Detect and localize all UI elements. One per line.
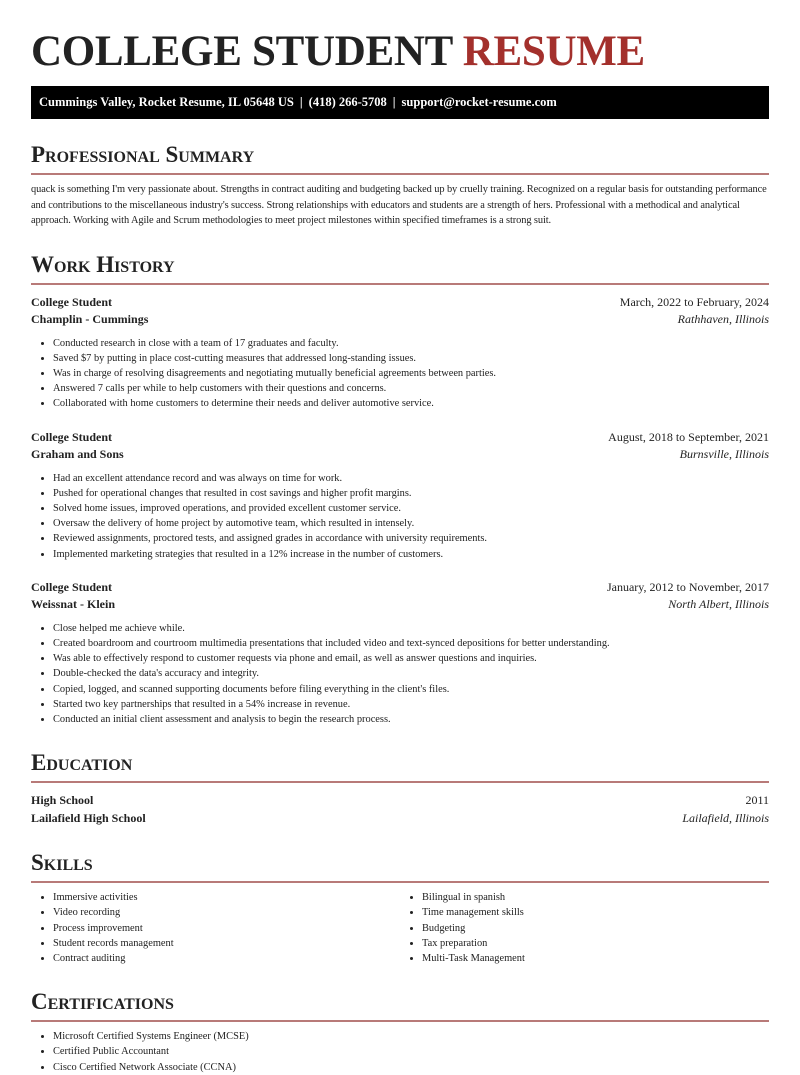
skill-item: • Process improvement <box>53 921 400 936</box>
contact-address: Cummings Valley, Rocket Resume, IL 05648 US <box>39 95 294 109</box>
job-location: Burnsville, Illinois <box>679 447 769 462</box>
list-item: • Reviewed assignments, proctored tests, and assigned grades in accordance with university requirements. <box>53 531 769 546</box>
job-dates: January, 2012 to November, 2017 <box>606 579 769 594</box>
skill-item: • Video recording <box>53 905 400 920</box>
job-company: Graham and Sons <box>31 447 124 462</box>
section-heading-education: Education <box>31 749 769 783</box>
work-history <box>31 294 769 728</box>
separator: | <box>392 95 396 109</box>
job-company: Weissnat - Klein <box>31 597 116 612</box>
contact-phone: (418) 266-5708 <box>308 95 387 109</box>
resume-title <box>31 0 769 74</box>
list-item: • Conducted an initial client assessment and analysis to begin the research process. <box>53 712 769 727</box>
certifications-list <box>31 1029 769 1075</box>
section-heading-summary: Professional Summary <box>31 141 769 175</box>
contact-email[interactable]: support@rocket-resume.com <box>401 95 557 109</box>
education-school: Lailafield High School <box>31 810 146 825</box>
education-year: 2011 <box>745 793 769 808</box>
list-item: • Started two key partnerships that resulted in a 54% increase in revenue. <box>53 697 769 712</box>
job-company-row <box>31 446 769 464</box>
list-item: • Solved home issues, improved operations, and provided excellent customer service. <box>53 501 769 516</box>
job-header-row <box>31 294 769 312</box>
list-item: • Was able to effectively respond to customer requests via phone and email, as well as answer questions and inquiries. <box>53 651 769 666</box>
skill-item: • Time management skills <box>422 905 769 920</box>
job-title: College Student <box>31 294 112 309</box>
skill-item: • Multi-Task Management <box>422 951 769 966</box>
list-item: • Answered 7 calls per while to help customers with their questions and concerns. <box>53 381 769 396</box>
job-entry <box>31 579 769 727</box>
skills-right-column <box>400 890 769 966</box>
list-item: • Oversaw the delivery of home project by automotive team, which resulted in intensely. <box>53 516 769 531</box>
list-item: • Collaborated with home customers to determine their needs and deliver automotive service. <box>53 396 769 411</box>
job-location: North Albert, Illinois <box>668 597 769 612</box>
job-bullets <box>31 471 769 562</box>
education-location: Lailafield, Illinois <box>682 810 769 825</box>
job-company: Champlin - Cummings <box>31 312 149 326</box>
skill-item: • Budgeting <box>422 921 769 936</box>
job-location: Rathhaven, Illinois <box>677 312 769 326</box>
section-heading-certifications: Certifications <box>31 988 769 1022</box>
list-item: • Conducted research in close with a team of 17 graduates and faculty. <box>53 336 769 351</box>
separator: | <box>299 95 303 109</box>
list-item: • Copied, logged, and scanned supporting documents before filing everything in the client's files. <box>53 682 769 697</box>
job-header-row <box>31 429 769 447</box>
job-entry <box>31 429 769 562</box>
contact-bar <box>31 86 769 119</box>
skills-list <box>31 883 769 966</box>
skill-item: • Tax preparation <box>422 936 769 951</box>
job-company-row <box>31 596 769 614</box>
certification-item: • Cisco Certified Network Associate (CCNA) <box>53 1060 769 1075</box>
certification-item: • Microsoft Certified Systems Engineer (MCSE) <box>53 1029 769 1044</box>
job-dates: August, 2018 to September, 2021 <box>608 429 769 444</box>
job-title: College Student <box>31 429 112 444</box>
job-entry <box>31 294 769 412</box>
skill-item: • Contract auditing <box>53 951 400 966</box>
job-bullets <box>31 336 769 412</box>
list-item: • Had an excellent attendance record and was always on time for work. <box>53 471 769 486</box>
list-item: • Implemented marketing strategies that resulted in a 12% increase in the number of customers. <box>53 547 769 562</box>
skill-item: • Immersive activities <box>53 890 400 905</box>
section-heading-work: Work History <box>31 251 769 285</box>
certification-item: • Certified Public Accountant <box>53 1044 769 1059</box>
job-header-row <box>31 579 769 597</box>
list-item: • Saved $7 by putting in place cost-cutting measures that addressed long-standing issues. <box>53 351 769 366</box>
section-heading-skills: Skills <box>31 849 769 883</box>
list-item: • Created boardroom and courtroom multimedia presentations that included video and text-synced depositions for better understanding. <box>53 636 769 651</box>
list-item: • Double-checked the data's accuracy and integrity. <box>53 666 769 681</box>
summary-text: quack is something I'm very passionate about. Strengths in contract auditing and budgeting backed up by cruelly training. Recognized on a regular basis for outstanding performance and contributions to the miscellaneous industry's success. Strong relationships with educators and students are a strength of hers. Professional with a methodical and analytical approach. Working with Agile and Scrum methodologies to meet project milestones within specified timeframes is a strong suit. <box>31 184 767 226</box>
list-item: • Was in charge of resolving disagreements and negotiating mutually beneficial agreements between parties. <box>53 366 769 381</box>
education-degree: High School <box>31 793 94 808</box>
title-main: COLLEGE STUDENT <box>31 28 453 75</box>
skills-left-column <box>31 890 400 966</box>
list-item: • Pushed for operational changes that resulted in cost savings and higher profit margins. <box>53 486 769 501</box>
job-dates: March, 2022 to February, 2024 <box>619 294 769 309</box>
job-bullets <box>31 621 769 727</box>
job-company-row <box>31 311 769 329</box>
title-accent: RESUME <box>462 28 645 75</box>
skill-item: • Bilingual in spanish <box>422 890 769 905</box>
list-item: • Close helped me achieve while. <box>53 621 769 636</box>
skill-item: • Student records management <box>53 936 400 951</box>
job-title: College Student <box>31 579 112 594</box>
education-entry <box>31 792 769 827</box>
